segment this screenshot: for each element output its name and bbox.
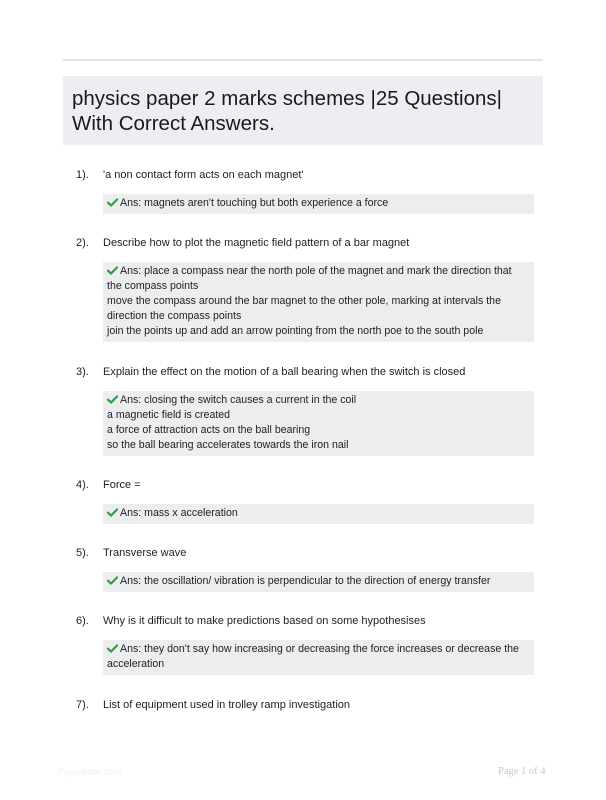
- answer-box: [103, 640, 534, 675]
- title-banner: [63, 76, 543, 145]
- question-text: Transverse wave: [103, 547, 187, 559]
- question-text: List of equipment used in trolley ramp investigation: [103, 699, 351, 711]
- question-number: 7).: [76, 699, 89, 711]
- answer-prefix: Ans:: [120, 197, 142, 209]
- question-text: Why is it difficult to make predictions based on some hypothesises: [103, 615, 426, 627]
- answer-line: so the ball bearing accelerates towards the iron nail: [107, 439, 349, 451]
- answer-line: the oscillation/ vibration is perpendicular to the direction of energy transfer: [144, 575, 491, 587]
- question-text: 'a non contact form acts on each magnet': [103, 169, 304, 181]
- check-icon: [107, 644, 118, 653]
- answer-box: [103, 504, 534, 524]
- answer-line: they don't say how increasing or decreasing the force increases or decrease the acceleration: [107, 643, 519, 670]
- question-text: Force =: [103, 479, 141, 491]
- answer-line: place a compass near the north pole of the magnet and mark the direction that the compass points: [107, 265, 512, 292]
- question-number: 2).: [76, 237, 89, 249]
- answer-line: a force of attraction acts on the ball bearing: [107, 424, 311, 436]
- answer-prefix: Ans:: [120, 394, 142, 406]
- check-icon: [107, 395, 118, 404]
- answer-box: [103, 572, 534, 592]
- answer-line: a magnetic field is created: [107, 409, 231, 421]
- answer-box: [103, 391, 534, 456]
- check-icon: [107, 508, 118, 517]
- question-number: 6).: [76, 615, 89, 627]
- answer-prefix: Ans:: [120, 507, 142, 519]
- page-number: Page 1 of 4: [498, 766, 546, 777]
- answer-line: closing the switch causes a current in the coil: [144, 394, 357, 406]
- question-number: 1).: [76, 169, 89, 181]
- document-title: physics paper 2 marks schemes |25 Questions| With Correct Answers.: [72, 87, 502, 135]
- answer-prefix: Ans:: [120, 265, 142, 277]
- check-icon: [107, 198, 118, 207]
- answer-prefix: Ans:: [120, 575, 142, 587]
- top-divider: [63, 59, 543, 61]
- question-text: Describe how to plot the magnetic field pattern of a bar magnet: [103, 237, 410, 249]
- answer-line: mass x acceleration: [144, 507, 238, 519]
- check-icon: [107, 576, 118, 585]
- question-number: 5).: [76, 547, 89, 559]
- answer-box: [103, 262, 534, 342]
- answer-box: [103, 194, 534, 214]
- footer-site-watermark: PaperBible.com: [58, 767, 122, 777]
- check-icon: [107, 266, 118, 275]
- question-text: Explain the effect on the motion of a ball bearing when the switch is closed: [103, 366, 466, 378]
- answer-line: join the points up and add an arrow pointing from the north poe to the south pole: [107, 325, 484, 337]
- answer-line: magnets aren't touching but both experience a force: [144, 197, 389, 209]
- answer-line: move the compass around the bar magnet to the other pole, marking at intervals the direction the compass points: [107, 295, 501, 322]
- question-number: 3).: [76, 366, 89, 378]
- answer-prefix: Ans:: [120, 643, 142, 655]
- question-number: 4).: [76, 479, 89, 491]
